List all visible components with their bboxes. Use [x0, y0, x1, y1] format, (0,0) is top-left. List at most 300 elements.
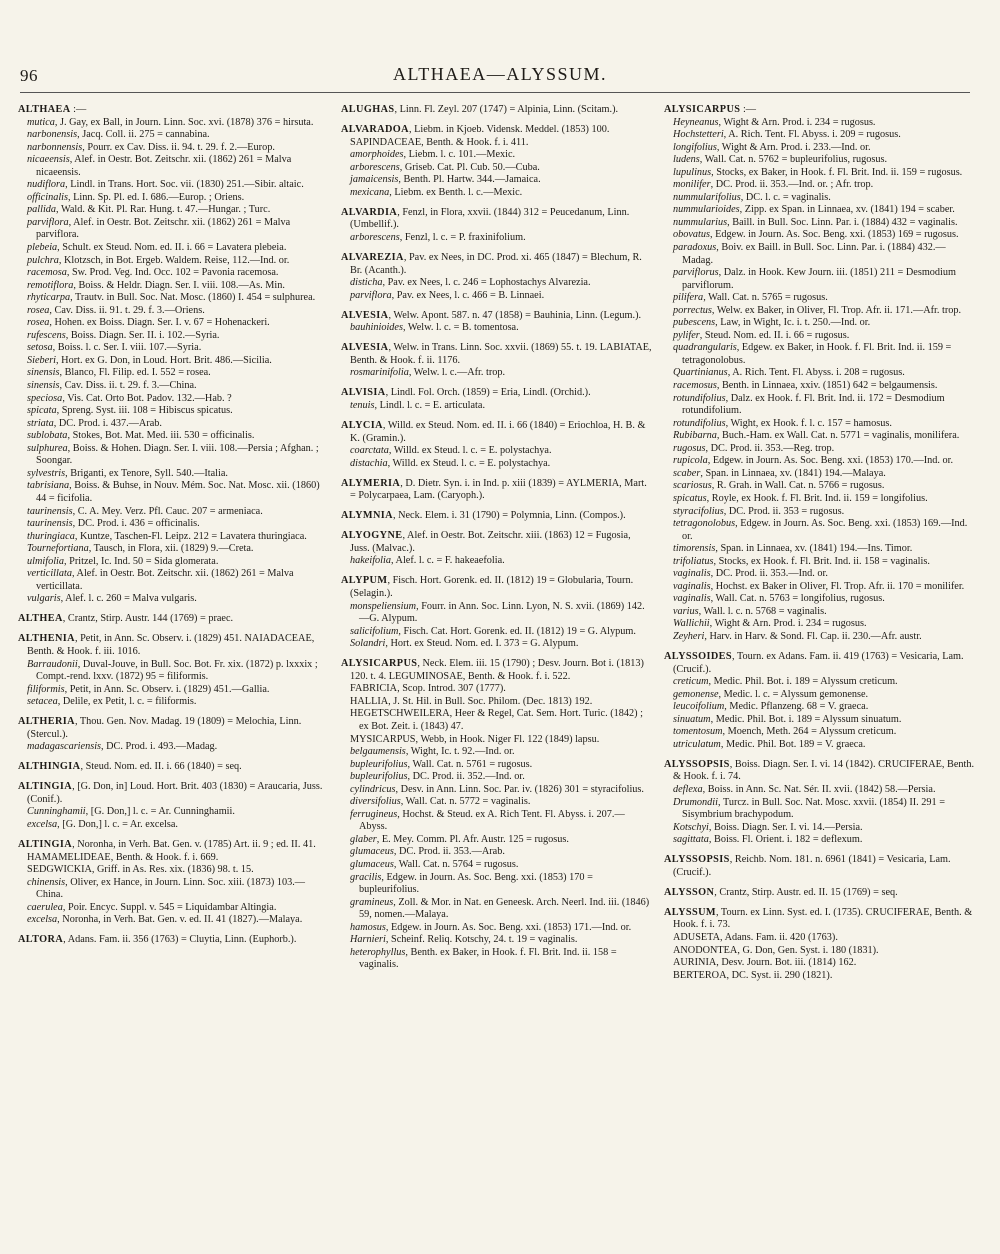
- entry-line: disticha, Pav. ex Nees, l. c. 246 = Lophostachys Alvarezia.: [350, 277, 591, 289]
- entry-line: timorensis, Span. in Linnaea, xv. (1841) 194.—Ins. Timor.: [673, 543, 913, 555]
- column-left: [18, 104, 329, 990]
- index-entry: [18, 716, 329, 754]
- species-epithet: gracilis: [350, 871, 382, 883]
- species-epithet: thuringiaca: [27, 530, 75, 542]
- genus-name: ALTHEA: [18, 613, 63, 625]
- species-epithet: pulchra: [27, 254, 59, 266]
- index-entry: [664, 887, 975, 900]
- entry-line: filiformis, Petit, in Ann. Sc. Observ. i. (1829) 451.—Gallia.: [27, 683, 270, 695]
- species-epithet: parviflorus: [673, 267, 719, 279]
- entry-heading: ALYMNIA, Neck. Elem. i. 31 (1790) = Polymnia, Linn. (Compos.).: [341, 510, 626, 522]
- species-epithet: striata: [27, 417, 54, 429]
- species-epithet: spicatus: [673, 492, 707, 504]
- species-epithet: porrectus: [673, 304, 712, 316]
- genus-name: ALYPUM: [341, 575, 388, 587]
- index-entry: [341, 104, 652, 117]
- entry-line: pylifer, Steud. Nom. ed. II. i. 66 = rugosus.: [673, 329, 850, 341]
- entry-heading: ALUGHAS, Linn. Fl. Zeyl. 207 (1747) = Alpinia, Linn. (Scitam.).: [341, 104, 619, 115]
- entry-heading: ALYCIA, Willd. ex Steud. Nom. ed. II. i. 66 (1840) = Eriochloa, H. B. & K. (Gramin.).: [341, 419, 646, 444]
- entry-line: HEGETSCHWEILERA, Heer & Regel, Cat. Sem. Hort. Turic. (1842) ; ex Bot. Zeit. i. (1843) 47.: [350, 708, 643, 732]
- entry-line: ferrugineus, Hochst. & Steud. ex A. Rich Tent. Fl. Abyss. i. 207.—Abyss.: [350, 808, 625, 833]
- entry-line: racemosus, Benth. in Linnaea, xxiv. (1851) 642 = belgaumensis.: [673, 380, 938, 392]
- species-epithet: racemosa: [27, 267, 67, 279]
- species-epithet: parviflora: [350, 289, 392, 301]
- species-epithet: salicifolium: [350, 625, 399, 637]
- entry-line: mexicana, Liebm. ex Benth. l. c.—Mexic.: [350, 186, 523, 198]
- species-epithet: tabrisiana: [27, 480, 70, 492]
- species-epithet: belgaumensis: [350, 746, 406, 758]
- entry-heading: ALVESIA, Welw. Apont. 587. n. 47 (1858) = Bauhinia, Linn. (Legum.).: [341, 309, 642, 321]
- species-epithet: filiformis: [27, 683, 65, 695]
- entry-line: distachia, Willd. ex Steud. l. c. = E. polystachya.: [350, 457, 551, 469]
- species-epithet: setosa: [27, 342, 53, 354]
- species-epithet: gramineus: [350, 896, 394, 908]
- entry-line: pilifera, Wall. Cat. n. 5765 = rugosus.: [673, 292, 828, 304]
- entry-line: glumaceus, DC. Prod. ii. 353.—Arab.: [350, 846, 505, 858]
- species-epithet: monspeliensium: [350, 600, 417, 612]
- index-entry: [341, 310, 652, 335]
- entry-heading: ALVESIA, Welw. in Trans. Linn. Soc. xxvii. (1869) 55. t. 19. LABIATAE, Benth. & Hook. f. ii. 1176.: [341, 342, 652, 366]
- entry-line: ludens, Wall. Cat. n. 5762 = bupleurifolius, rugosus.: [673, 154, 888, 166]
- entry-line: Kotschyi, Boiss. Diagn. Ser. I. vi. 14.—Persia.: [673, 821, 863, 833]
- entry-line: Quartinianus, A. Rich. Tent. Fl. Abyss. i. 208 = rugosus.: [673, 367, 905, 379]
- entry-line: rufescens, Boiss. Diagn. Ser. II. i. 102.—Syria.: [27, 329, 220, 341]
- entry-line: gracilis, Edgew. in Journ. As. Soc. Beng. xxi. (1853) 170 = bupleurifolius.: [350, 871, 593, 896]
- species-epithet: Kotschyi: [673, 821, 709, 833]
- entry-heading: ALVAREZIA, Pav. ex Nees, in DC. Prod. xi. 465 (1847) = Blechum, R. Br. (Acanth.).: [341, 251, 642, 276]
- entry-line: caerulea, Poir. Encyc. Suppl. v. 545 = Liquidambar Altingia.: [27, 901, 277, 913]
- species-epithet: disticha: [350, 277, 383, 289]
- species-epithet: obovatus: [673, 229, 711, 241]
- entry-line: vulgaris, Alef. l. c. 260 = Malva vulgaris.: [27, 593, 197, 605]
- entry-heading: ALYSSUM, Tourn. ex Linn. Syst. ed. I. (1735). CRUCIFERAE, Benth. & Hook. f. i. 73.: [664, 906, 973, 931]
- species-epithet: rugosus: [673, 442, 706, 454]
- entry-line: vaginalis, DC. Prod. ii. 353.—Ind. or.: [673, 568, 828, 580]
- entry-line: striata, DC. Prod. i. 437.—Arab.: [27, 417, 162, 429]
- species-epithet: remotiflora: [27, 279, 74, 291]
- genus-name: ALVARADOA: [341, 124, 409, 136]
- index-entry: [664, 104, 975, 644]
- entry-line: rosea, Hohen. ex Boiss. Diagn. Ser. I. v. 67 = Hohenackeri.: [27, 317, 270, 329]
- index-columns: [18, 104, 976, 990]
- species-epithet: paradoxus: [673, 242, 717, 254]
- entry-line: obovatus, Edgew. in Journ. As. Soc. Beng. xxi. (1853) 169 = rugosus.: [673, 229, 959, 241]
- entry-heading: ALTINGIA, [G. Don, in] Loud. Hort. Brit. 403 (1830) = Araucaria, Juss. (Conif.).: [18, 781, 323, 805]
- entry-heading: ALYMERIA, D. Dietr. Syn. i. in Ind. p. xiii (1839) = AYLMERIA, Mart. = Polycarpaea, Lam. (Caryoph.).: [341, 477, 647, 502]
- species-epithet: mexicana: [350, 186, 390, 198]
- species-epithet: plebeia: [27, 242, 58, 254]
- page-number: 96: [20, 66, 38, 85]
- genus-name: ALYSSOIDES: [664, 651, 733, 663]
- entry-line: tetragonolobus, Edgew. in Journ. As. Soc. Beng. xxi. (1853) 169.—Ind. or.: [673, 518, 968, 542]
- species-epithet: varius: [673, 605, 699, 617]
- entry-line: setosa, Boiss. l. c. Ser. I. viii. 107.—Syria.: [27, 342, 202, 354]
- genus-name: ALYSSUM: [664, 906, 716, 918]
- entry-line: bauhinioides, Welw. l. c. = B. tomentosa.: [350, 322, 519, 334]
- species-epithet: bupleurifolius: [350, 771, 408, 783]
- entry-heading: ALVARADOA, Liebm. in Kjoeb. Vidensk. Meddel. (1853) 100. SAPINDACEAE, Benth. & Hook. f. i. 411.: [341, 124, 610, 148]
- entry-line: arborescens, Fenzl, l. c. = P. fraxinifolium.: [350, 231, 526, 243]
- header-rule: [20, 92, 970, 93]
- entry-heading: ALYSSOIDES, Tourn. ex Adans. Fam. ii. 419 (1763) = Vesicaria, Lam. (Crucif.).: [664, 651, 964, 675]
- entry-line: narbonensis, Jacq. Coll. ii. 275 = cannabina.: [27, 129, 210, 141]
- entry-line: glaber, E. Mey. Comm. Pl. Afr. Austr. 125 = rugosus.: [350, 833, 569, 845]
- entry-line: pallida, Wald. & Kit. Pl. Rar. Hung. t. 47.—Hungar. ; Turc.: [27, 204, 271, 216]
- entry-line: pubescens, Law, in Wight, Ic. i. t. 250.—Ind. or.: [673, 317, 871, 329]
- index-entry: [18, 613, 329, 626]
- entry-line: HALLIA, J. St. Hil. in Bull. Soc. Philom. (Dec. 1813) 192.: [350, 695, 593, 707]
- index-entry: [18, 781, 329, 831]
- entry-heading: ALYSSON, Crantz, Stirp. Austr. ed. II. 15 (1769) = seq.: [664, 886, 898, 898]
- species-epithet: mutica: [27, 116, 55, 128]
- entry-line: Wallichii, Wight & Arn. Prod. i. 234 = rugosus.: [673, 618, 867, 630]
- entry-line: trifoliatus, Stocks, ex Hook. f. Fl. Brit. Ind. ii. 158 = vaginalis.: [673, 555, 930, 567]
- entry-line: utriculatum, Medic. Phil. Bot. 189 = V. graeca.: [673, 738, 866, 750]
- species-epithet: hakeifolia: [350, 555, 391, 567]
- species-epithet: Hochstetteri: [673, 129, 724, 141]
- entry-line: nudiflora, Lindl. in Trans. Hort. Soc. vii. (1830) 251.—Sibir. altaic.: [27, 179, 304, 191]
- species-epithet: leucoifolium: [673, 701, 725, 713]
- entry-line: coarctata, Willd. ex Steud. l. c. = E. polystachya.: [350, 445, 552, 457]
- species-epithet: ferrugineus: [350, 808, 398, 820]
- species-epithet: heterophyllus: [350, 946, 406, 958]
- entry-line: gramineus, Zoll. & Mor. in Nat. en Geneesk. Arch. Neerl. Ind. iii. (1846) 59, nomen.—Malaya.: [350, 896, 650, 921]
- species-epithet: parviflora: [27, 216, 69, 228]
- entry-line: lupulinus, Stocks, ex Baker, in Hook. f. Fl. Brit. Ind. ii. 159 = rugosus.: [673, 166, 963, 178]
- entry-line: monspeliensium, Fourr. in Ann. Soc. Linn. Lyon, N. S. xvii. (1869) 142.—G. Alypum.: [350, 600, 645, 625]
- index-entry: [341, 575, 652, 650]
- species-epithet: Rubibarna: [673, 430, 717, 442]
- species-epithet: nummularioides: [673, 204, 740, 216]
- index-entry: [341, 510, 652, 523]
- entry-line: ADUSETA, Adans. Fam. ii. 420 (1763).: [673, 931, 838, 943]
- genus-name: ALTORA: [18, 934, 64, 946]
- entry-line: parviflora, Pav. ex Nees, l. c. 466 = B. Linnaei.: [350, 289, 545, 301]
- species-epithet: bauhinioides: [350, 322, 403, 334]
- entry-line: excelsa, [G. Don,] l. c. = Ar. excelsa.: [27, 819, 178, 831]
- genus-name: ALYMERIA: [341, 477, 401, 489]
- entry-line: nummularioides, Zipp. ex Span. in Linnaea, xv. (1841) 194 = scaber.: [673, 204, 955, 216]
- entry-line: excelsa, Noronha, in Verh. Bat. Gen. v. ed. II. 41 (1827).—Malaya.: [27, 914, 303, 926]
- entry-line: gemonense, Medic. l. c. = Alyssum gemonense.: [673, 688, 869, 700]
- genus-name: ALYMNIA: [341, 510, 393, 522]
- species-epithet: rhyticarpa: [27, 292, 71, 304]
- entry-line: porrectus, Welw. ex Baker, in Oliver, Fl. Trop. Afr. ii. 171.—Afr. trop.: [673, 304, 962, 316]
- species-epithet: rosea: [27, 304, 50, 316]
- species-epithet: utriculatum: [673, 738, 721, 750]
- species-epithet: nicaeensis: [27, 154, 70, 166]
- index-entry: [341, 124, 652, 199]
- index-entry: [341, 420, 652, 470]
- entry-heading: ALTINGIA, Noronha, in Verh. Bat. Gen. v. (1785) Art. ii. 9 ; ed. II. 41. HAMAMELIDEAE, Benth. & Hook. f. i. 669.: [18, 839, 316, 863]
- species-epithet: taurinensis: [27, 505, 73, 517]
- entry-line: Solandri, Hort. ex Steud. Nom. ed. I. 373 = G. Alypum.: [350, 638, 579, 650]
- species-epithet: timorensis: [673, 543, 716, 555]
- species-epithet: vaginalis: [673, 593, 711, 605]
- species-epithet: rotundifolius: [673, 417, 726, 429]
- entry-line: bupleurifolius, Wall. Cat. n. 5761 = rugosus.: [350, 758, 533, 770]
- species-epithet: sublobata: [27, 430, 68, 442]
- species-epithet: excelsa: [27, 819, 58, 831]
- species-epithet: ludens: [673, 154, 700, 166]
- species-epithet: nudiflora: [27, 179, 66, 191]
- entry-line: hakeifolia, Alef. l. c. = F. hakeaefolia.: [350, 555, 505, 567]
- species-epithet: amorphoides: [350, 149, 404, 161]
- index-entry: [18, 934, 329, 947]
- entry-line: tenuis, Lindl. l. c. = E. articulata.: [350, 399, 486, 411]
- entry-line: sylvestris, Briganti, ex Tenore, Syll. 540.—Italia.: [27, 467, 228, 479]
- species-epithet: Wallichii: [673, 618, 710, 630]
- entry-line: taurinensis, C. A. Mey. Verz. Pfl. Cauc. 207 = armeniaca.: [27, 505, 263, 517]
- entry-line: rotundifolius, Dalz. ex Hook. f. Fl. Brit. Ind. ii. 172 = Desmodium rotundifolium.: [673, 392, 945, 417]
- entry-line: Barraudonii, Duval-Jouve, in Bull. Soc. Bot. Fr. xix. (1872) p. lxxxix ; Compt.-rend. lxxv. (1872) 95 = filiformis.: [27, 658, 318, 683]
- species-epithet: sinuatum: [673, 713, 711, 725]
- species-epithet: styracifolius: [673, 505, 724, 517]
- entry-line: salicifolium, Fisch. Cat. Hort. Gorenk. ed. II. (1812) 19 = G. Alypum.: [350, 625, 636, 637]
- entry-line: tabrisiana, Boiss. & Buhse, in Nouv. Mém. Soc. Nat. Mosc. xii. (1860) 44 = ficifolia.: [27, 480, 320, 504]
- species-epithet: Cunninghamii: [27, 806, 86, 818]
- species-epithet: hamosus: [350, 921, 386, 933]
- entry-line: sublobata, Stokes, Bot. Mat. Med. iii. 530 = officinalis.: [27, 430, 255, 442]
- species-epithet: Sieberi: [27, 354, 57, 366]
- species-epithet: pilifera: [673, 292, 704, 304]
- entry-line: creticum, Medic. Phil. Bot. i. 189 = Alyssum creticum.: [673, 676, 898, 688]
- entry-line: SEDGWICKIA, Griff. in As. Res. xix. (1836) 98. t. 15.: [27, 864, 254, 876]
- entry-line: belgaumensis, Wight, Ic. t. 92.—Ind. or.: [350, 746, 515, 758]
- species-epithet: rosea: [27, 317, 50, 329]
- entry-heading: ALYSSOPSIS, Boiss. Diagn. Ser. I. vi. 14 (1842). CRUCIFERAE, Benth. & Hook. f. i. 74.: [664, 758, 975, 783]
- species-epithet: scaber: [673, 467, 701, 479]
- entry-line: setacea, Delile, ex Petit, l. c. = filiformis.: [27, 696, 197, 708]
- genus-name: ALVAREZIA: [341, 251, 404, 263]
- entry-line: nummularifolius, DC. l. c. = vaginalis.: [673, 191, 831, 203]
- entry-heading: ALVISIA, Lindl. Fol. Orch. (1859) = Eria, Lindl. (Orchid.).: [341, 387, 591, 399]
- index-entry: [341, 530, 652, 568]
- entry-line: rosea, Cav. Diss. ii. 91. t. 29. f. 3.—Oriens.: [27, 304, 205, 316]
- index-entry: [664, 651, 975, 751]
- entry-line: arborescens, Griseb. Cat. Pl. Cub. 50.—Cuba.: [350, 161, 540, 173]
- entry-heading: ALTHENIA, Petit, in Ann. Sc. Observ. i. (1829) 451. NAIADACEAE, Benth. & Hook. f. iii. 1016.: [18, 633, 315, 657]
- entry-line: madagascariensis, DC. Prod. i. 493.—Madag.: [27, 741, 218, 753]
- entry-line: sinuatum, Medic. Phil. Bot. i. 189 = Alyssum sinuatum.: [673, 713, 902, 725]
- species-epithet: Solandri: [350, 638, 386, 650]
- species-epithet: excelsa: [27, 914, 58, 926]
- species-epithet: glumaceus: [350, 846, 394, 858]
- species-epithet: spicata: [27, 405, 57, 417]
- species-epithet: caerulea: [27, 901, 63, 913]
- species-epithet: creticum: [673, 676, 709, 688]
- entry-line: nummularius, Baill. in Bull. Soc. Linn. Par. i. (1884) 432 = vaginalis.: [673, 216, 958, 228]
- entry-heading: ALTHEA, Crantz, Stirp. Austr. 144 (1769) = praec.: [18, 613, 234, 625]
- entry-line: mutica, J. Gay, ex Ball, in Journ. Linn. Soc. xvi. (1878) 376 = hirsuta.: [27, 116, 314, 128]
- entry-line: sinensis, Cav. Diss. ii. t. 29. f. 3.—China.: [27, 380, 197, 392]
- species-epithet: vulgaris: [27, 593, 61, 605]
- entry-heading: ALTHINGIA, Steud. Nom. ed. II. i. 66 (1840) = seq.: [18, 761, 242, 773]
- index-entry: [18, 633, 329, 708]
- entry-line: thuringiaca, Kuntze, Taschen-Fl. Leipz. 212 = Lavatera thuringiaca.: [27, 530, 307, 542]
- entry-line: scariosus, R. Grah. in Wall. Cat. n. 5766 = rugosus.: [673, 480, 885, 492]
- genus-name: ALYSICARPUS: [664, 104, 741, 115]
- genus-name: ALYSICARPUS: [341, 658, 418, 670]
- entry-line: racemosa, Sw. Prod. Veg. Ind. Occ. 102 = Pavonia racemosa.: [27, 267, 279, 279]
- entry-line: Heyneanus, Wight & Arn. Prod. i. 234 = rugosus.: [673, 116, 876, 128]
- entry-line: jamaicensis, Benth. Pl. Hartw. 344.—Jamaica.: [350, 174, 541, 186]
- genus-name: ALVARDIA: [341, 206, 398, 218]
- species-epithet: tetragonolobus: [673, 518, 736, 530]
- entry-line: officinalis, Linn. Sp. Pl. ed. I. 686.—Europ. ; Oriens.: [27, 191, 245, 203]
- genus-name: ALTHINGIA: [18, 761, 81, 773]
- entry-heading: ALYSICARPUS :—: [664, 104, 757, 115]
- species-epithet: diversifolius: [350, 796, 401, 808]
- species-epithet: narbonnensis: [27, 141, 83, 153]
- index-entry: [341, 342, 652, 380]
- species-epithet: scariosus: [673, 480, 712, 492]
- entry-line: sinensis, Blanco, Fl. Filip. ed. I. 552 = rosea.: [27, 367, 211, 379]
- genus-name: ALVISIA: [341, 387, 386, 399]
- genus-name: ALTHENIA: [18, 633, 75, 645]
- entry-line: sulphurea, Boiss. & Hohen. Diagn. Ser. I. viii. 108.—Persia ; Afghan. ; Soongar.: [27, 442, 319, 467]
- species-epithet: Heyneanus: [673, 116, 719, 128]
- species-epithet: monilifer: [673, 179, 711, 191]
- entry-heading: ALTHERIA, Thou. Gen. Nov. Madag. 19 (1809) = Melochia, Linn. (Stercul.).: [18, 716, 302, 740]
- species-epithet: racemosus: [673, 380, 717, 392]
- index-entry: [664, 854, 975, 879]
- index-entry: [18, 761, 329, 774]
- entry-heading: ALVARDIA, Fenzl, in Flora, xxvii. (1844) 312 = Peucedanum, Linn. (Umbellif.).: [341, 206, 630, 231]
- species-epithet: glaber: [350, 833, 377, 845]
- species-epithet: sinensis: [27, 380, 60, 392]
- species-epithet: rotundifolius: [673, 392, 726, 404]
- species-epithet: sagittata: [673, 834, 709, 846]
- species-epithet: chinensis: [27, 876, 66, 888]
- index-entry: [341, 252, 652, 302]
- entry-line: verticillata, Alef. in Oestr. Bot. Zeitschr. xii. (1862) 261 = Malva verticillata.: [27, 568, 294, 592]
- index-entry: [341, 387, 652, 412]
- species-epithet: pylifer: [673, 329, 700, 341]
- column-right: [664, 104, 975, 990]
- entry-line: plebeia, Schult. ex Steud. Nom. ed. II. i. 66 = Lavatera plebeia.: [27, 242, 287, 254]
- genus-name: ALYSSOPSIS: [664, 758, 730, 770]
- species-epithet: distachia: [350, 457, 388, 469]
- entry-line: rhyticarpa, Trautv. in Bull. Soc. Nat. Mosc. (1860) I. 454 = sulphurea.: [27, 292, 316, 304]
- species-epithet: lupulinus: [673, 166, 712, 178]
- entry-line: heterophyllus, Benth. ex Baker, in Hook. f. Fl. Brit. Ind. ii. 158 = vaginalis.: [350, 946, 617, 971]
- species-epithet: arborescens: [350, 231, 400, 243]
- species-epithet: tomentosum: [673, 726, 723, 738]
- entry-line: vaginalis, Hochst. ex Baker in Oliver, Fl. Trop. Afr. ii. 170 = monilifer.: [673, 580, 965, 592]
- entry-line: pulchra, Klotzsch, in Bot. Ergeb. Waldem. Reise, 112.—Ind. or.: [27, 254, 290, 266]
- running-title: ALTHAEA—ALYSSUM.: [392, 64, 608, 84]
- entry-heading: ALTHAEA :—: [18, 104, 87, 115]
- entry-line: rotundifolius, Wight, ex Hook. f. l. c. 157 = hamosus.: [673, 417, 892, 429]
- entry-line: Harnieri, Scheinf. Reliq. Kotschy, 24. t. 19 = vaginalis.: [350, 934, 578, 946]
- species-epithet: Quartinianus: [673, 367, 728, 379]
- species-epithet: ulmifolia: [27, 555, 65, 567]
- entry-line: ulmifolia, Pritzel, Ic. Ind. 50 = Sida glomerata.: [27, 555, 219, 567]
- entry-line: sagittata, Boiss. Fl. Orient. i. 182 = deflexum.: [673, 834, 863, 846]
- entry-heading: ALTORA, Adans. Fam. ii. 356 (1763) = Cluytia, Linn. (Euphorb.).: [18, 934, 297, 946]
- entry-line: ANODONTEA, G. Don, Gen. Syst. i. 180 (1831).: [673, 944, 879, 956]
- entry-line: hamosus, Edgew. in Journ. As. Soc. Beng. xxi. (1853) 171.—Ind. or.: [350, 921, 632, 933]
- entry-line: BERTEROA, DC. Syst. ii. 290 (1821).: [673, 969, 833, 981]
- entry-line: rupicola, Edgew. in Journ. As. Soc. Beng. xxi. (1853) 170.—Ind. or.: [673, 455, 954, 467]
- entry-line: chinensis, Oliver, ex Hance, in Journ. Linn. Soc. xiii. (1873) 103.—China.: [27, 876, 306, 901]
- species-epithet: vaginalis: [673, 568, 711, 580]
- entry-line: amorphoides, Liebm. l. c. 101.—Mexic.: [350, 149, 516, 161]
- entry-line: parviflora, Alef. in Oestr. Bot. Zeitschr. xii. (1862) 261 = Malva parviflora.: [27, 216, 291, 241]
- entry-line: spicata, Spreng. Syst. iii. 108 = Hibiscus spicatus.: [27, 405, 233, 417]
- entry-line: speciosa, Vis. Cat. Orto Bot. Padov. 132.—Hab. ?: [27, 392, 232, 404]
- species-epithet: nummularius: [673, 216, 728, 228]
- entry-line: Sieberi, Hort. ex G. Don, in Loud. Hort. Brit. 486.—Sicilia.: [27, 354, 272, 366]
- species-epithet: trifoliatus: [673, 555, 714, 567]
- genus-name: ALTHERIA: [18, 716, 75, 728]
- entry-line: paradoxus, Boiv. ex Baill. in Bull. Soc. Linn. Par. i. (1884) 432.—Madag.: [673, 242, 946, 266]
- entry-line: FABRICIA, Scop. Introd. 307 (1777).: [350, 683, 506, 695]
- entry-line: parviflorus, Dalz. in Hook. Kew Journ. iii. (1851) 211 = Desmodium parviflorum.: [673, 267, 956, 291]
- species-epithet: bupleurifolius: [350, 758, 408, 770]
- entry-line: MYSICARPUS, Webb, in Hook. Niger Fl. 122 (1849) lapsu.: [350, 733, 600, 745]
- entry-line: Drumondii, Turcz. in Bull. Soc. Nat. Mosc. xxvii. (1854) II. 291 = Sisymbrium brachypodum.: [673, 796, 946, 821]
- entry-line: Hochstetteri, A. Rich. Tent. Fl. Abyss. i. 209 = rugosus.: [673, 129, 901, 141]
- entry-heading: ALYPUM, Fisch. Hort. Gorenk. ed. II. (1812) 19 = Globularia, Tourn. (Selagin.).: [341, 575, 634, 599]
- species-epithet: cylindricus: [350, 783, 396, 795]
- species-epithet: quadrangularis: [673, 342, 737, 354]
- genus-name: ALTINGIA: [18, 781, 73, 793]
- entry-line: deflexa, Boiss. in Ann. Sc. Nat. Sér. II. xvii. (1842) 58.—Persia.: [673, 783, 936, 795]
- species-epithet: pallida: [27, 204, 57, 216]
- entry-line: narbonnensis, Pourr. ex Cav. Diss. ii. 94. t. 29. f. 2.—Europ.: [27, 141, 275, 153]
- index-entry: [341, 207, 652, 245]
- genus-name: ALYSSON: [664, 886, 715, 898]
- entry-line: tomentosum, Moench, Meth. 264 = Alyssum creticum.: [673, 726, 897, 738]
- genus-name: ALYOGYNE: [341, 530, 403, 542]
- species-epithet: Drumondii: [673, 796, 718, 808]
- entry-line: nicaeensis, Alef. in Oestr. Bot. Zeitschr. xii. (1862) 261 = Malva nicaeensis.: [27, 154, 292, 178]
- species-epithet: speciosa: [27, 392, 63, 404]
- species-epithet: deflexa: [673, 783, 703, 795]
- species-epithet: sylvestris: [27, 467, 66, 479]
- species-epithet: Tournefortiana: [27, 543, 89, 555]
- species-epithet: vaginalis: [673, 580, 711, 592]
- entry-line: varius, Wall. l. c. n. 5768 = vaginalis.: [673, 605, 827, 617]
- entry-heading: ALYSICARPUS, Neck. Elem. iii. 15 (1790) ; Desv. Journ. Bot i. (1813) 120. t. 4. LEGUMINOSAE, Benth. & Hook. f. i. 522.: [341, 658, 644, 682]
- entry-line: rosmarinifolia, Welw. l. c.—Afr. trop.: [350, 367, 506, 379]
- species-epithet: Harnieri: [350, 934, 386, 946]
- entry-line: styracifolius, DC. Prod. ii. 353 = rugosus.: [673, 505, 845, 517]
- species-epithet: gemonense: [673, 688, 719, 700]
- genus-name: ALYCIA: [341, 419, 383, 431]
- genus-name: ALVESIA: [341, 309, 389, 321]
- entry-line: scaber, Span. in Linnaea, xv. (1841) 194.—Malaya.: [673, 467, 886, 479]
- entry-line: spicatus, Royle, ex Hook. f. Fl. Brit. Ind. ii. 159 = longifolius.: [673, 492, 928, 504]
- entry-line: Rubibarna, Buch.-Ham. ex Wall. Cat. n. 5771 = vaginalis, monilifera.: [673, 430, 960, 442]
- entry-line: bupleurifolius, DC. Prod. ii. 352.—Ind. or.: [350, 771, 525, 783]
- entry-line: Zeyheri, Harv. in Harv. & Sond. Fl. Cap. ii. 230.—Afr. austr.: [673, 630, 922, 642]
- entry-heading: ALYSSOPSIS, Reichb. Nom. 181. n. 6961 (1841) = Vesicaria, Lam. (Crucif.).: [664, 854, 951, 878]
- index-entry: [18, 839, 329, 927]
- index-entry: [341, 658, 652, 972]
- entry-line: quadrangularis, Edgew. ex Baker, in Hook. f. Fl. Brit. Ind. ii. 159 = tetragonolobus.: [673, 342, 952, 366]
- entry-line: Tournefortiana, Tausch, in Flora, xii. (1829) 9.—Creta.: [27, 543, 254, 555]
- species-epithet: nummularifolius: [673, 191, 741, 203]
- entry-line: diversifolius, Wall. Cat. n. 5772 = vaginalis.: [350, 796, 531, 808]
- species-epithet: jamaicensis: [350, 174, 399, 186]
- species-epithet: rosmarinifolia: [350, 367, 409, 379]
- species-epithet: rupicola: [673, 455, 708, 467]
- species-epithet: rufescens: [27, 329, 66, 341]
- entry-line: longifolius, Wight & Arn. Prod. i. 233.—Ind. or.: [673, 141, 871, 153]
